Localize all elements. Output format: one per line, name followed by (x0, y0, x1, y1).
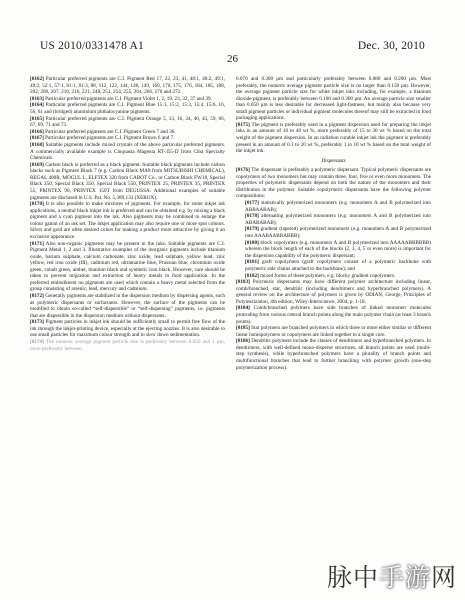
paragraph-text: Comb/branched polymers have side branches of linked monomer molecules protruding from various central branch points along the main polymer chain (at least 3 branch points). (236, 305, 431, 325)
paragraph (236, 167, 431, 200)
paragraph (30, 76, 225, 96)
paragraph-number: [0176] (236, 167, 250, 174)
paragraph-text: statistically polymerized monomers (e.g. monomers A and B polymerized into ABBAABAB); (245, 200, 431, 213)
paragraph (30, 142, 225, 162)
paragraph-text: Particular preferred pigments are C.I. Pigment Brown 6 and 7. (45, 135, 175, 142)
paragraph-number: [0164] (30, 102, 44, 109)
paragraph (236, 259, 431, 272)
paragraph (30, 135, 225, 142)
paragraph-number: [0173] (30, 319, 44, 326)
paragraph-text: Also non-organic pigments may be present in the inks. Suitable pigments are C.I. Pigment Metal 1, 2 and 3. Illustrative examples of the inorganic pigments include titanium oxide, barium sulphate, calcium carbonate, zinc oxide, lead sulphate, yellow lead, zinc yellow, red iron oxide (III), cadmium red, ultramarine blue, Prussian blue, chromium oxide green, cobalt green, amber, titanium black and synthetic iron black. However, care should be taken to prevent migration and extraction of heavy metals in food application. In the preferred embodiment no pigments are used which contain a heavy metal selected from the group consisting of arsenic, lead, mercury and cadmium. (30, 240, 225, 293)
paragraph (30, 293, 225, 319)
paragraph-text: Particular preferred pigments are C.I. Pigment Blue 15:1, 15:2, 15:3, 15:4, 15:6, 16, 56, 61 and (bridged) aluminium phthalocyanine pigments. (30, 102, 225, 115)
paragraph-text: Particular preferred pigments are C.I. Pigment Orange 5, 13, 16, 34, 40, 43, 59, 66, 67, 69, 71 and 73. (30, 115, 225, 129)
paragraph-text: The numeric average pigment particle size is preferably between 0.050 and 1 μm, more preferably between (30, 339, 225, 352)
paragraph (236, 76, 431, 122)
paragraph-text: It is also possible to make mixtures of pigments. For example, for some inkjet ink applications, a neutral black inkjet ink is preferred and can be obtained e.g. by mixing a black pigment and a cyan pigment into the ink. Also pigments may be combined to enlarge the colour gamut of an ink set. The inkjet application may also require one or more spot colours. Silver and gold are often desired colors for making a product more attractive by giving it an exclusive appearance. (30, 201, 225, 240)
paragraph-number: [0169] (30, 161, 44, 168)
paragraph (236, 200, 431, 213)
paragraph (236, 325, 431, 338)
paragraph-text: block copolymers (e.g. monomers A and B polymerized into AAAAABBBBBB) wherein the block length of each of the blocks (2, 3, 4, 5 or even more) is important for the dispersion capability of the polymeric dispersant; (245, 239, 431, 259)
paragraph (236, 213, 431, 226)
patent-number: US 2010/0331478 A1 (40, 40, 144, 52)
watermark-logo (327, 558, 457, 594)
paragraph-number: [0162] (30, 76, 44, 82)
paragraph-number: [0186] (236, 338, 250, 345)
paragraph (30, 319, 225, 339)
paragraph-number: [0174] (30, 339, 44, 345)
paragraph-number: [0180] (245, 239, 259, 246)
paragraph (236, 305, 431, 325)
paragraph-text: Suitable pigments include mixed crystals of the above particular preferred pigments. A commercially available example is Cinquasia Magenta RT-355-D from Ciba Specialty Chemicals. (30, 142, 225, 162)
paragraph (30, 102, 225, 115)
paragraph (236, 122, 431, 155)
paragraph-number: [0178] (245, 213, 259, 220)
paragraph-text: Carbon black is preferred as a black pigment. Suitable black pigments include carbon blacks such as Pigment Black 7 (e.g. Carbon Black MA8 from MITSUBISHI CHEMICAL), REGAL 400R, MOGUL L, ELFTEX 320 from CABOT Co., or Carbon Black FW18, Special Black 250, Special Black 350, Special Black 550, PRINTEX 25, PRINTEX 35, PRINTEX 55, PRINTEX 90, PRINTEX 150T from DEGUSSA. Additional examples of suitable pigments are disclosed in U.S. Pat. No. 5,389,133 (XEROX). (30, 161, 225, 201)
paragraph-number: [0165] (30, 115, 44, 122)
paragraph-text: Polymeric dispersants may have different polymer architecture including linear, comb/branched, star, dendritic (including dendrimers and hyperbranched polymers). A general review on the architecture of polymers is given by ODIAN, George, Principles of Polymerization, 4th edition, Wiley-Interscience, 2004, p. 1-18. (236, 279, 431, 305)
paragraph-text: Particular preferred pigments are C.I. Pigment Violet 1, 2, 19, 23, 32, 37 and 39. (45, 95, 212, 102)
paragraph-text: Generally pigments are stabilized in the dispersion medium by dispersing agents, such as polymeric dispersants or surfactants. However, the surface of the pigments can be modified to obtain so-called “self-dispersible” or “self-dispersing” pigments, i.e. pigments that are dispersible in the dispersion medium without dispersants. (30, 292, 225, 319)
paragraph-number: [0167] (30, 135, 44, 142)
section-heading: Dispersants (321, 157, 346, 164)
paragraph-text: Dendritic polymers include the classes of dendrimers and hyperbranched polymers. In dendrimers, with well-defined mono-disperse structures, all branch points are used (multi-step synthesis), while hyperbranched polymers have a plurality of branch points and multifunctional branches that lead to further branching with polymer growth (one-step polymerization process). (236, 338, 431, 371)
paragraph-number: [0179] (245, 226, 259, 233)
paragraph-number: [0175] (236, 121, 250, 128)
paragraph (236, 240, 431, 260)
paragraph-number: [0183] (236, 279, 250, 286)
paragraph (30, 116, 225, 129)
paragraph (30, 201, 225, 240)
paragraph-text: alternating polymerized monomers (e.g. monomers A and B polymerized into ABABABAB); (245, 213, 431, 226)
paragraph-text: 0.070 and 0.300 μm and particularly preferably between 0.080 and 0.200 μm. Most preferably, the numeric average pigment particle size is no larger than 0.150 μm. However, the average pigment particle size for white inkjet inks including, for example, a titanium dioxide pigment, is preferably between 0.100 and 0.300 μm. An average particle size smaller than 0.050 μm is less desirable for decreased light-fastness, but mainly also because very small pigment particles or individual pigment molecules thereof may still be extracted in food packaging applications. (236, 76, 431, 122)
paragraph (236, 279, 431, 305)
paragraph-text: gradient (tapered) polymerized monomers (e.g. monomers A and B polymerized into AAABAABBABBB); (245, 226, 431, 239)
paragraph-number: [0185] (236, 325, 250, 332)
paragraph-number: [0168] (30, 142, 44, 149)
paragraph-text: Particular preferred pigments are C.I. Pigment Red 17, 22, 23, 41, 48:1, 48:2, 49:1, 49:2, 52:1, 57:1, 81:1, 81:3, 88, 112, 122, 144, 146, 149, 169, 170, 175, 176, 184, 185, 188, 202, 206, 207, 210, 216, 221, 248, 251, 254, 255, 264, 266, 270 and 272. (30, 76, 225, 96)
paragraph-text: graft copolymers (graft copolymers consist of a polymeric backbone with polymeric side chains attached to the backbone); and (245, 259, 431, 272)
paragraph (30, 241, 225, 293)
watermark-text-part: 脉中 (326, 563, 379, 592)
paragraph-number: [0177] (245, 200, 259, 207)
right-text-column (236, 76, 431, 584)
paragraph-number: [0181] (245, 259, 259, 266)
paragraph (30, 162, 225, 201)
paragraph-number: [0182] (245, 272, 259, 279)
paragraph (236, 226, 431, 239)
paragraph (30, 339, 225, 352)
page-number: 26 (227, 53, 238, 65)
paragraph-number: [0184] (236, 305, 250, 312)
paragraph-text: Star polymers are branched polymers in which three or more either similar or different linear homopolymers or copolymers are linked together to a single core. (236, 325, 431, 338)
paragraph-number: [0166] (30, 128, 44, 135)
watermark-text-part: 手游 (378, 563, 431, 592)
left-text-column (30, 76, 225, 584)
paragraph-text: The dispersant is preferably a polymeric dispersant. Typical polymeric dispersants are copolymers of two monomers but may contain three, four, five or even more monomers. The properties of polymeric dispersants depend on both the nature of the monomers and their distribution in the polymer. Suitable copolymeric dispersants have the following polymer compositions: (236, 167, 431, 200)
watermark-text-part: 网 (430, 563, 457, 592)
paragraph-text: Particular preferred pigments are C.I. Pigment Green 7 and 36. (45, 128, 176, 135)
paragraph-number: [0170] (30, 201, 44, 208)
paragraph (236, 338, 431, 371)
paragraph-number: [0171] (30, 240, 44, 247)
paragraph-text: Pigment particles in inkjet ink should be sufficiently small to permit free flow of the ink through the inkjet-printing device, especially at the ejecting nozzles. It is also desirable to use small particles for maximum colour strength and to slow down sedimentation. (30, 319, 225, 339)
paragraph-number: [0163] (30, 95, 44, 102)
publication-date: Dec. 30, 2010 (357, 40, 425, 52)
paragraph-text: mixed forms of these polymers, e.g. blocky gradient copolymers. (260, 272, 396, 279)
paragraph-number: [0172] (30, 292, 44, 299)
paragraph-text: The pigment is preferably used in a pigment dispersion used for preparing the inkjet inks in an amount of 10 to 40 wt %, more preferably of 15 to 30 wt % based on the total weight of the pigment dispersion. In an radiation curable inkjet ink the pigment is preferably present in an amount of 0.1 to 20 wt %, preferably 1 to 10 wt % based on the total weight of the inkjet ink. (236, 121, 431, 155)
